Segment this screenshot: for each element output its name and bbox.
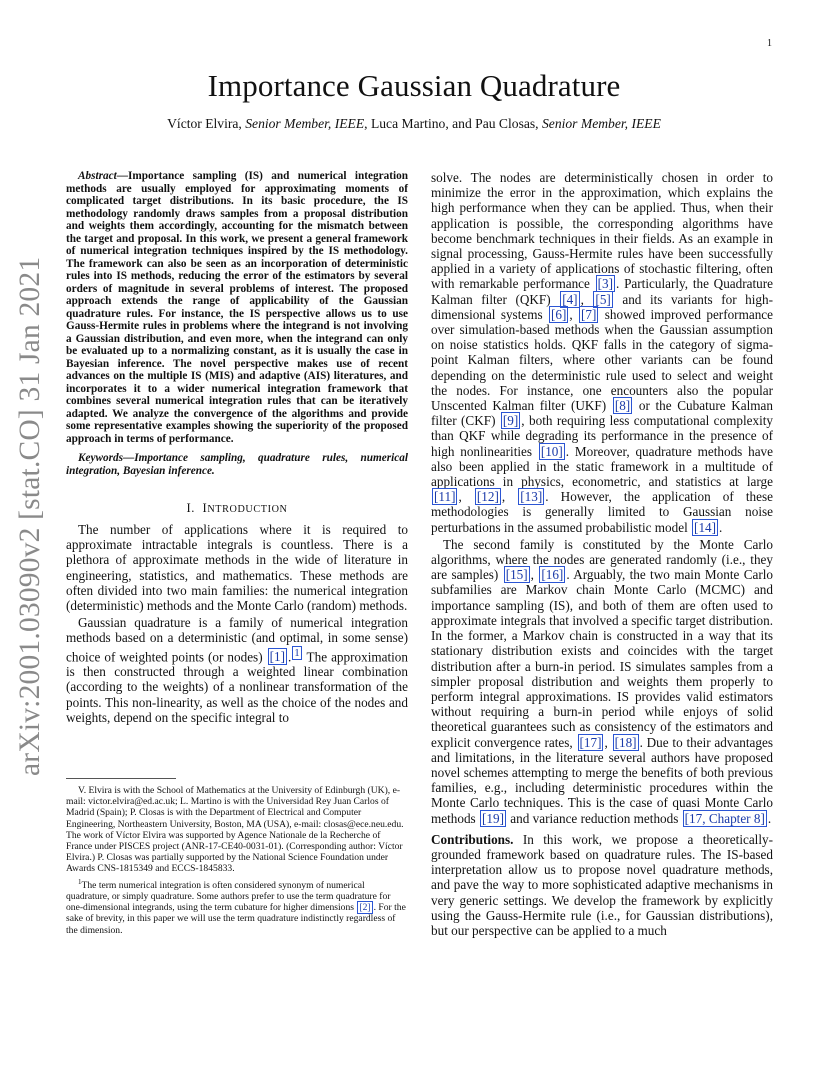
citation-link[interactable]: [13] [520, 489, 543, 505]
citation-link[interactable]: [8] [614, 398, 631, 414]
section-title-first: I [202, 501, 208, 515]
contributions-paragraph [431, 832, 773, 938]
text-run: . However, the application of these methodologies is generally limited to Gaussian noise perturbations in the assumed probabilistic model [431, 489, 773, 535]
right-paragraph-2 [431, 537, 773, 826]
text-run: . [719, 519, 723, 535]
text-run: . Arguably, the two main Monte Carlo subfamilies are Markov chain Monte Carlo (MCMC) and importance sampling (IS), and both of them are often used to approximate integrals that involved a specific target distribution. In the former, a Markov chain is constructed in a way that its stationary distribution exists and coincides with the target distribution after a burn-in period. IS simulates samples from a simpler proposal distribution and weights them properly to perform integral approximations. IS provides valid estimators without requiring a burn-in period while enjoys of solid theoretical guarantees such as consistency of the estimators and explicit convergence rates, [431, 567, 773, 750]
citation-link[interactable]: [14] [694, 519, 717, 535]
author-line [0, 116, 828, 132]
text-run: , both requiring less computational complexity than QKF while degrading its performance in the presence of high nonlinearities [431, 413, 773, 459]
citation-link[interactable]: [3] [597, 276, 614, 292]
section-heading-introduction [66, 501, 408, 516]
text-run: The term numerical integration is often considered synonym of numerical quadrature, or simply quadrature. Some authors prefer to use the term quadrature for one-dimensional integrands, using the term cubature for higher dimensions [66, 879, 391, 914]
citation-link[interactable]: [6] [550, 306, 567, 322]
text-run: . For the sake of brevity, in this paper we will use the term quadrature indistinctly regardless of the dimension. [66, 902, 406, 936]
text-run: , [530, 567, 539, 583]
author-3-role: Senior Member, IEEE [541, 116, 661, 131]
citation-link[interactable]: [16] [541, 567, 564, 583]
footnote-divider [66, 778, 176, 779]
arxiv-stamp: arXiv:2001.03090v2 [stat.CO] 31 Jan 2021 [14, 256, 46, 776]
citation-link[interactable]: [10] [540, 443, 563, 459]
text-run: and its variants for high-dimensional systems [431, 291, 773, 322]
citation-link[interactable]: [19] [482, 810, 504, 826]
keywords [66, 452, 408, 477]
text-run: . [767, 810, 772, 826]
section-title-rest: NTRODUCTION [207, 504, 288, 515]
author-1-role: Senior Member, IEEE [245, 116, 365, 131]
section-numeral: I. [186, 501, 196, 515]
left-column [66, 170, 408, 727]
citation-link[interactable]: [7] [581, 306, 597, 322]
footnotes [66, 770, 408, 938]
text-run: , [569, 306, 579, 322]
text-run: showed improved performance over simulation-based methods when the Gaussian assumption on noise statistics holds. QKF falls in the category of sigma-point Kalman filters, where other variants can be found depending on the deterministic rule used to select and weight the nodes. For instance, one encounters also the popular Unscented Kalman filter (UKF) [431, 306, 773, 414]
text-run: In this work, we propose a theoretically-grounded framework based on quadrature rules. The IS-based interpretation allow us to propose novel quadrature methods, and pave the way to more sophisticated adaptive mechanisms in very generic settings. We develop the framework by explicitly using the Gauss-Hermite rule (i.e., for Gaussian distributions), but our perspective can be applied to a much [431, 831, 773, 938]
text-run: The second family is constituted by the Monte Carlo algorithms, where the nodes are generated randomly (i.e., they are samples) [431, 536, 773, 583]
abstract [66, 170, 408, 445]
citation-link[interactable]: [17, Chapter 8] [684, 810, 765, 826]
footnote-1-mark: 1 [78, 877, 82, 886]
abstract-text: —Importance sampling (IS) and numerical integration methods are usually employed for approximating moments of complicated target distributions. In its basic procedure, the IS methodology randomly draws samples from a proposal distribution and weights them accordingly, accounting for the mismatch between the target and proposal. In this work, we present a general framework of numerical integration techniques inspired by the IS methodology. The framework can also be seen as an incorporation of deterministic rules into IS methods, reducing the error of the estimators by several orders of magnitude in several problems of interest. The proposed approach extends the range of applicability of the Gaussian quadrature rules. For instance, the IS perspective allows us to use Gauss-Hermite rules in problems where the integrand is not involving a Gaussian distribution, and even more, when the integrand can only be evaluated up to a normalizing constant, as it is usually the case in Bayesian inference. The novel perspective makes use of recent advances on the multiple IS (MIS) and adaptive (AIS) literatures, and incorporates it to a wider numerical integration framework that combines several numerical integration rules that can be iteratively adapted. We analyze the convergence of the algorithms and provide some representative examples showing the superiority of the proposed approach in terms of performance. [66, 170, 408, 445]
keywords-text: —Importance sampling, quadrature rules, numerical integration, Bayesian inference. [66, 452, 408, 477]
citation-link[interactable]: [18] [614, 734, 637, 750]
citation-link[interactable]: [12] [476, 489, 499, 505]
intro-paragraph-1: The number of applications where it is required to approximate intractable integrals is countless. There is a plethora of approximate methods in the wide of literature in engineering, statistics, and mathematics. These methods are often divided into two main families: the numerical integration (deterministic) methods and the Monte Carlo (random) methods. [66, 522, 408, 614]
citation-link[interactable]: [17] [579, 734, 602, 750]
author-1: Víctor Elvira, [167, 116, 246, 131]
right-column [431, 170, 773, 940]
citation-link[interactable]: [15] [505, 567, 528, 583]
contributions-label: Contributions. [431, 831, 514, 847]
citation-link[interactable]: [4] [562, 291, 578, 307]
keywords-label: Keywords [78, 452, 123, 464]
text-run: , [501, 489, 518, 505]
text-run: . Moreover, quadrature methods have also been applied in the static framework in a multitude of applications in physics, econometric, and statistics at large [431, 443, 773, 490]
intro-paragraph-2: Gaussian quadrature is a family of numerical integration methods based on a deterministic (and optimal, in some sense) choice of weighted points (or nodes) [1] . $^1$ The approximation is then constructed through a weighted linear combination (according to the weights) of a nonlinear transformation of the points. This non-linearity, as well as the choice of the nodes and weights, depend on the specific integral to [66, 615, 408, 725]
text-run: , [604, 734, 612, 750]
citation-link[interactable]: [11] [434, 489, 456, 505]
text-run: , [458, 489, 474, 505]
text-run: . Particularly, the Quadrature Kalman filter (QKF) [431, 276, 773, 307]
text-run: , [580, 291, 593, 307]
citation-link[interactable]: [1] [269, 649, 285, 665]
citation-link[interactable]: [9] [502, 413, 519, 429]
paper-title: Importance Gaussian Quadrature [207, 68, 621, 103]
text-run: or the Cubature Kalman filter (CKF) [431, 398, 773, 429]
text-run: The approximation is then constructed through a weighted linear combination (according to the weights) of a nonlinear transformation of the points. This non-linearity, as well as the choice of the nodes and weights, depend on the specific integral to [66, 649, 408, 725]
abstract-label: Abstract [78, 170, 117, 182]
citation-link[interactable]: [5] [595, 291, 611, 307]
right-paragraph-1 [431, 170, 773, 535]
author-2-3: , Luca Martino, and Pau Closas, [364, 116, 542, 131]
text-run: . Due to their advantages and limitations, in the literature several authors have proposed novel schemes attempting to merge the benefits of both previous families, e.g., including deterministic procedures within the Monte Carlo techniques. This is the case of quasi Monte Carlo methods [431, 734, 773, 826]
footnote-1 [66, 877, 408, 936]
citation-link[interactable]: [2] [359, 902, 371, 914]
text-run: and variance reduction methods [506, 810, 682, 826]
text-run: solve. The nodes are deterministically chosen in order to minimize the error in the approximation, which explains the high performance when they can be applied. Thus, when their application is possible, the corresponding algorithms have become benchmark techniques in their fields. As an example in signal processing, Gauss-Hermite rules have been successfully applied in a variety of applications of stochastic filtering, often with remarkable performance [431, 170, 773, 292]
text-run: Gaussian quadrature is a family of numerical integration methods based on a deterministic (and optimal, in some sense) choice of weighted points (or nodes) [66, 615, 408, 665]
footnote-link[interactable]: 1 [294, 646, 300, 659]
affiliation-footnote: V. Elvira is with the School of Mathematics at the University of Edinburgh (UK), e-mail: victor.elvira@ed.ac.uk; L. Martino is with the Universidad Rey Juan Carlos of Madrid (Spain); P. Closas is with the Department of Electrical and Computer Engineering, Northeastern University, Boston, MA (USA), e-mail: closas@ece.neu.edu. The work of Víctor Elvira was supported by Agence Nationale de la Recherche of France under PISCES project (ANR-17-CE40-0031-01). (Corresponding author: Víctor Elvira.) P. Closas was partially supported by the National Science Foundation under Awards CNS-1815349 and ECCS-1845833. [66, 785, 404, 875]
page-number: 1 [767, 38, 772, 49]
